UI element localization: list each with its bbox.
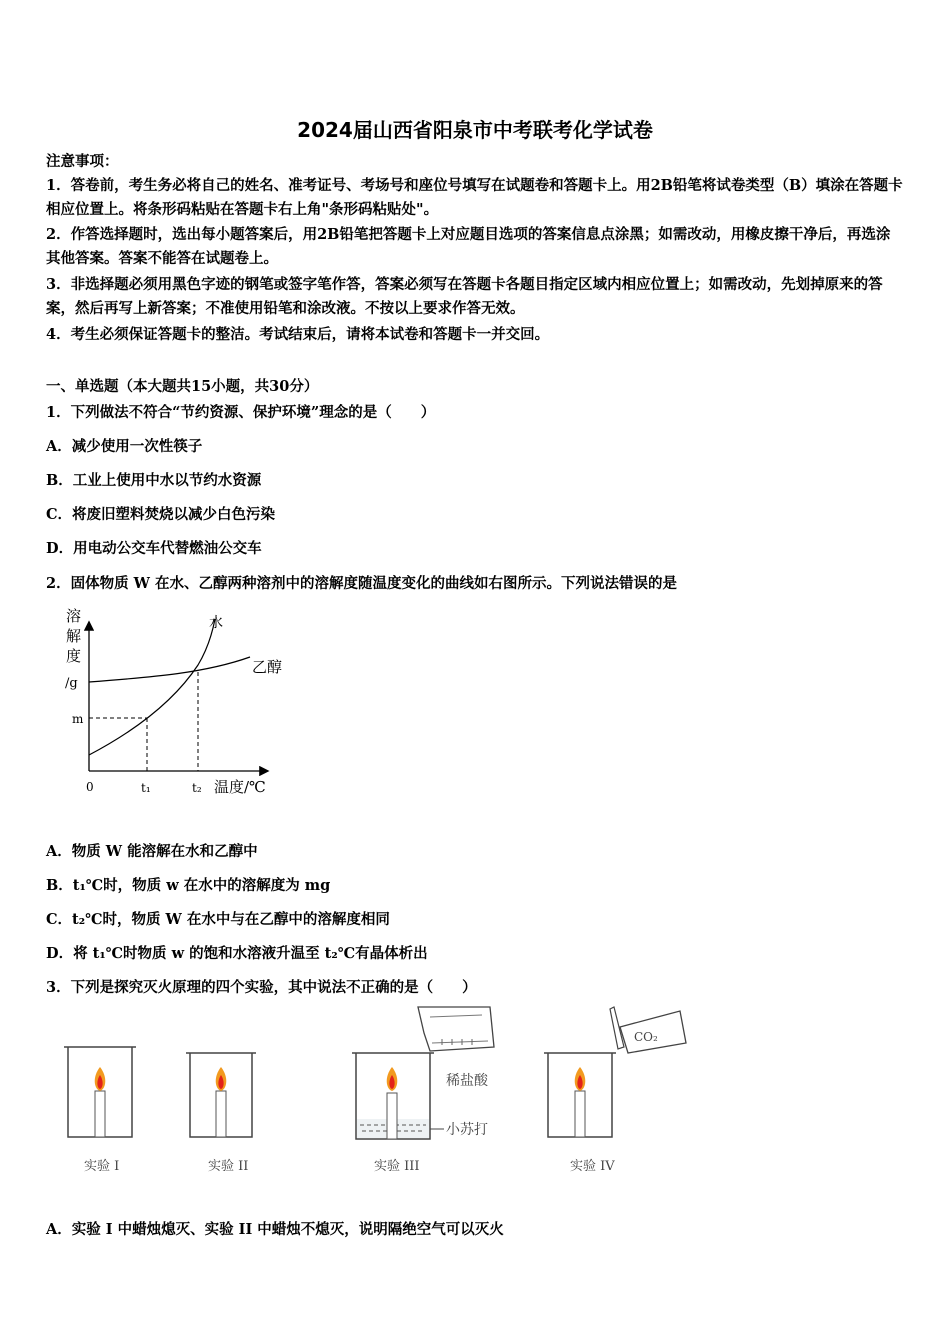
- water-curve: [89, 619, 215, 755]
- notice-item-2: 2．作答选择题时，选出每小题答案后，用2B铅笔把答题卡上对应题目选项的答案信息点涂黑；如需改动，用橡皮擦干净后，再选涂其他答案。答案不能答在试题卷上。: [46, 226, 891, 267]
- t1-label: t₁: [141, 781, 151, 795]
- experiment-3: [352, 1007, 494, 1174]
- experiment-label-4: 实验 IV: [570, 1159, 615, 1174]
- experiment-1: [64, 1047, 136, 1174]
- experiment-4: [544, 1007, 686, 1174]
- hcl-label: 稀盐酸: [446, 1073, 488, 1089]
- q2-option-a: A．物质 W 能溶解在水和乙醇中: [46, 843, 258, 860]
- candle: [387, 1093, 397, 1139]
- page-title: 2024届山西省阳泉市中考联考化学试卷: [297, 118, 653, 142]
- q1-option-d: D．用电动公交车代替燃油公交车: [46, 540, 262, 557]
- q1-option-b: B．工业上使用中水以节约水资源: [46, 472, 262, 489]
- experiment-label-2: 实验 II: [208, 1159, 249, 1174]
- ethanol-curve: [89, 657, 250, 682]
- notice-item-3: 3．非选择题必须用黑色字迹的钢笔或签字笔作答，答案必须写在答题卡各题目指定区域内相应位置上；如需改动，先划掉原来的答案，然后再写上新答案；不准使用铅笔和涂改液。不按以上要求作答无效。: [46, 276, 883, 317]
- y-label-char-1: 溶: [66, 607, 82, 625]
- co2-label: CO₂: [634, 1030, 658, 1044]
- q3-option-a: A．实验 I 中蜡烛熄灭、实验 II 中蜡烛不熄灭，说明隔绝空气可以灭火: [46, 1221, 504, 1238]
- soda-label: 小苏打: [446, 1122, 488, 1138]
- origin-label: 0: [86, 780, 94, 794]
- q2-stem: 2．固体物质 W 在水、乙醇两种溶剂中的溶解度随温度变化的曲线如右图所示。下列说法错误的是: [46, 575, 677, 592]
- notice-item-4: 4．考生必须保证答题卡的整洁。考试结束后，请将本试卷和答题卡一并交回。: [46, 326, 550, 343]
- notice-heading: 注意事项：: [46, 153, 119, 170]
- m-label: m: [72, 712, 84, 726]
- ethanol-label: 乙醇: [252, 658, 283, 676]
- y-label-char-2: 解: [66, 627, 82, 645]
- q1-stem: 1．下列做法不符合“节约资源、保护环境”理念的是（ ）: [46, 404, 436, 421]
- experiment-label-3: 实验 III: [374, 1159, 420, 1174]
- q1-option-a: A．减少使用一次性筷子: [46, 438, 203, 455]
- y-label-unit: /g: [65, 676, 78, 691]
- q3-stem: 3．下列是探究灭火原理的四个实验，其中说法不正确的是（ ）: [46, 979, 477, 996]
- candle: [575, 1091, 585, 1137]
- experiment-2: [186, 1053, 256, 1174]
- section-heading: 一、单选题（本大题共15小题，共30分）: [46, 378, 319, 395]
- q2-option-d: D．将 t₁℃时物质 w 的饱和水溶液升温至 t₂℃有晶体析出: [46, 945, 428, 962]
- experiment-diagram: [50, 1003, 700, 1183]
- water-label: 水: [209, 615, 223, 631]
- q2-option-b: B．t₁℃时，物质 w 在水中的溶解度为 mg: [46, 877, 331, 894]
- x-axis-label: 温度/℃: [214, 778, 266, 796]
- experiment-label-1: 实验 I: [84, 1159, 120, 1174]
- solubility-graph: [55, 605, 305, 805]
- q2-option-c: C．t₂℃时，物质 W 在水中与在乙醇中的溶解度相同: [46, 911, 390, 928]
- y-label-char-3: 度: [66, 647, 82, 665]
- candle: [216, 1091, 226, 1137]
- acid-bottle: [418, 1007, 494, 1051]
- t2-label: t₂: [192, 781, 202, 795]
- notice-item-1: 1．答卷前，考生务必将自己的姓名、准考证号、考场号和座位号填写在试题卷和答题卡上。用2B铅笔将试卷类型（B）填涂在答题卡相应位置上。将条形码粘贴在答题卡右上角"条形码粘贴处"。: [46, 177, 903, 218]
- candle: [95, 1091, 105, 1137]
- q1-option-c: C．将废旧塑料焚烧以减少白色污染: [46, 506, 276, 523]
